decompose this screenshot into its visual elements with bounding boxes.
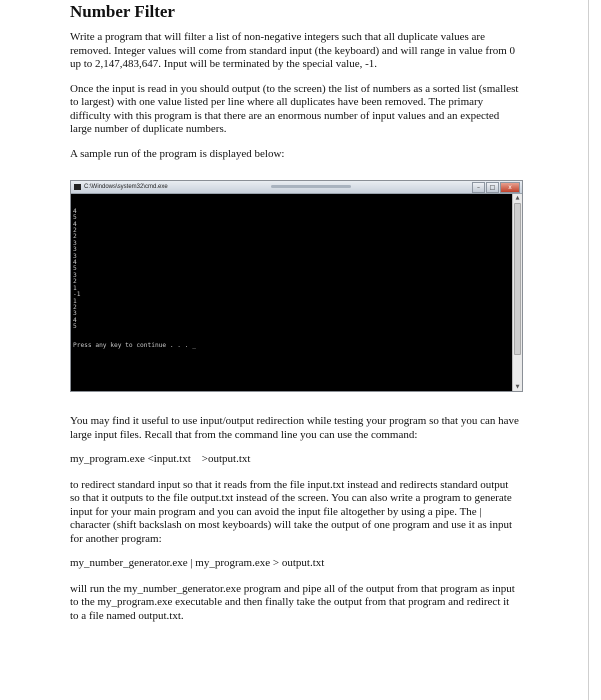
console-window-title: C:\Windows\system32\cmd.exe (84, 184, 168, 190)
document-top (70, 0, 520, 171)
console-scrollbar (512, 194, 522, 391)
paragraph-sample-run: A sample run of the program is displayed below: (70, 147, 285, 160)
close-icon: x (500, 182, 520, 193)
paragraph-redirection: You may find it useful to use input/output redirection while testing your program so that you can have large input files. Recall that from the command line you can use the command: (70, 415, 519, 441)
console-line: 1 (73, 284, 77, 292)
console-line: 4 (73, 220, 77, 228)
console-line: 2 (73, 227, 77, 235)
page-edge (588, 0, 589, 700)
paragraph-output-description: Once the input is read in you should output (to the screen) the list of numbers as a sorted list (smallest to largest) with one value listed per line where all duplicates have been removed. The primary difficulty with this program is that there are an enormous number of input values and an expected large number of duplicate numbers. (70, 82, 519, 135)
console-line: 2 (73, 303, 77, 311)
cmd-icon (74, 184, 81, 190)
console-prompt: Press any key to continue . . . _ (73, 342, 196, 350)
window-buttons (472, 182, 520, 193)
scroll-up-icon: ▲ (515, 195, 520, 201)
command-redirect-example: my_program.exe <input.txt >output.txt (70, 453, 251, 465)
console-output (71, 194, 513, 391)
console-line: 5 (73, 265, 77, 273)
minimize-icon: – (472, 182, 485, 193)
paragraph-pipe-explanation: will run the my_number_generator.exe program and pipe all of the output from that program as input to the my_program.exe executable and then finally take the output from that program and redirect it to a file named output.txt. (70, 582, 515, 622)
paragraph-redirect-explanation: to redirect standard input so that it reads from the file input.txt instead and redirects standard output so that it outputs to the file output.txt instead of the screen. You can also write a program to generate input for your main program and you can avoid the input file altogether by using a pipe. The | character (shift backslash on most keyboards) will take the output of one program and use it as input for another program: (70, 478, 513, 545)
console-window-screenshot (70, 180, 523, 392)
scroll-down-icon: ▼ (515, 384, 520, 390)
console-line: 2 (73, 278, 77, 286)
console-line: 3 (73, 246, 77, 254)
console-line: 4 (73, 316, 77, 324)
console-line: 1 (73, 297, 77, 305)
console-line: 5 (73, 214, 77, 222)
console-output-lines (73, 209, 511, 331)
console-line: 4 (73, 207, 77, 215)
scroll-thumb (514, 203, 521, 355)
console-line: 3 (73, 271, 77, 279)
console-line: 2 (73, 233, 77, 241)
titlebar-highlight (271, 185, 351, 188)
maximize-icon: □ (486, 182, 499, 193)
document-title: Number Filter (70, 2, 175, 21)
paragraph-intro: Write a program that will filter a list of non-negative integers such that all duplicate values are removed. Integer values will come from standard input (the keyboard) and will range in value from 0 up to 2,147,483,647. Input will be terminated by the special value, -1. (70, 31, 516, 70)
console-titlebar (71, 181, 522, 194)
command-pipe-example: my_number_generator.exe | my_program.exe > output.txt (70, 557, 325, 569)
console-line: -1 (73, 291, 81, 299)
console-line: 3 (73, 252, 77, 260)
document-bottom (70, 415, 520, 634)
console-line: 3 (73, 239, 77, 247)
console-line: 4 (73, 259, 77, 267)
console-line: 3 (73, 310, 77, 318)
console-line: 5 (73, 323, 77, 331)
